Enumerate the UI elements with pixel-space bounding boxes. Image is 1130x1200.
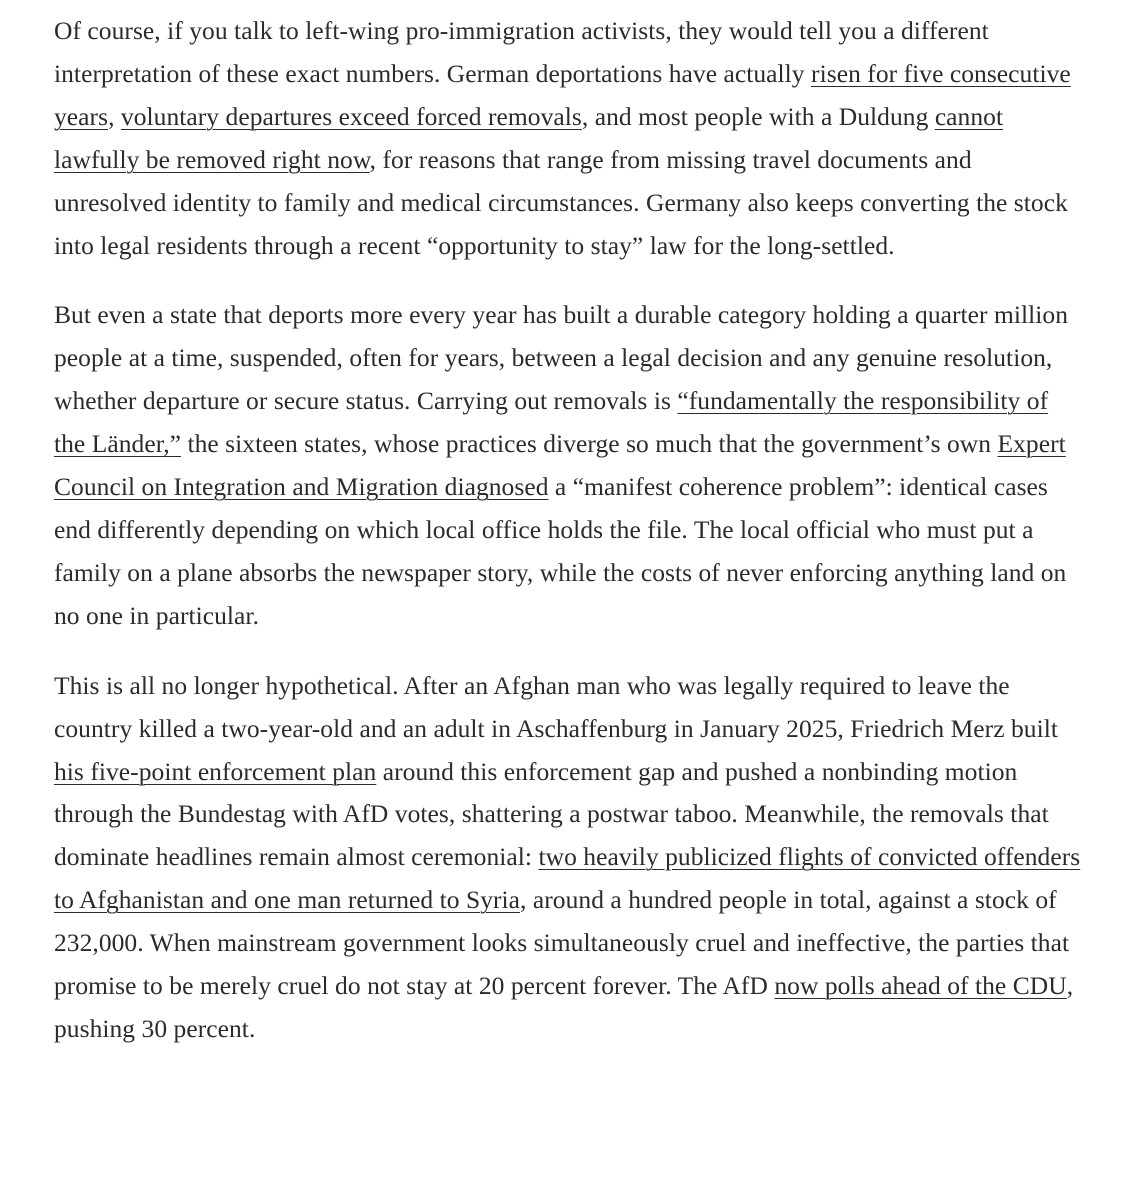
paragraph-text: , <box>108 101 121 131</box>
link-cannot-be-removed[interactable]: cannot lawfully be removed right now <box>54 101 1004 174</box>
article-body <box>54 10 1084 1078</box>
link-voluntary-departures[interactable]: voluntary departures exceed forced removals <box>120 101 582 131</box>
paragraph-3 <box>54 665 1084 1051</box>
paragraph-text: Of course, if you talk to left-wing pro-immigration activists, they would tell you a different interpretation of these exact numbers. German deportations have actually <box>54 16 989 88</box>
paragraph-1 <box>54 10 1084 267</box>
paragraph-text: , around a hundred people in total, against a stock of 232,000. When mainstream government looks simultaneously cruel and ineffective, the parties that promise to be merely cruel do not stay at 20 percent forever. The AfD <box>54 885 1070 1001</box>
paragraph-2 <box>54 294 1084 637</box>
link-responsibility-of-laender[interactable]: “fundamentally the responsibility of the Länder,” <box>54 386 1049 459</box>
paragraph-text: , for reasons that range from missing travel documents and unresolved identity to family and medical circumstances. Germany also keeps converting the stock into legal residents through a recent “opportunity to stay” law for the long-settled. <box>54 144 1068 260</box>
paragraph-text: a “manifest coherence problem”: identical cases end differently depending on which local office holds the file. The local official who must put a family on a plane absorbs the newspaper story, while the costs of never enforcing anything land on no one in particular. <box>54 472 1067 630</box>
paragraph-text: , and most people with a Duldung <box>581 101 935 131</box>
paragraph-text: This is all no longer hypothetical. After an Afghan man who was legally required to leave the country killed a two-year-old and an adult in Aschaffenburg in January 2025, Friedrich Merz built <box>54 670 1059 743</box>
link-publicized-flights[interactable]: two heavily publicized flights of convicted offenders to Afghanistan and one man returned to Syria <box>54 842 1081 915</box>
paragraph-text: the sixteen states, whose practices diverge so much that the government’s own <box>181 429 998 459</box>
paragraph-text: , pushing 30 percent. <box>54 971 1074 1043</box>
link-afd-polls-ahead[interactable]: now polls ahead of the CDU <box>774 971 1067 1001</box>
link-deportations-risen[interactable]: risen for five consecutive years <box>54 58 1071 131</box>
paragraph-text: around this enforcement gap and pushed a nonbinding motion through the Bundestag with AfD votes, shattering a postwar taboo. Meanwhile, the removals that dominate headlines remain almost ceremonial: <box>54 756 1049 872</box>
link-five-point-plan[interactable]: his five-point enforcement plan <box>54 756 377 786</box>
link-expert-council[interactable]: Expert Council on Integration and Migration diagnosed <box>54 429 1066 502</box>
paragraph-text: But even a state that deports more every year has built a durable category holding a quarter million people at a time, suspended, often for years, between a legal decision and any genuine resolution, whether departure or secure status. Carrying out removals is <box>54 300 1069 416</box>
